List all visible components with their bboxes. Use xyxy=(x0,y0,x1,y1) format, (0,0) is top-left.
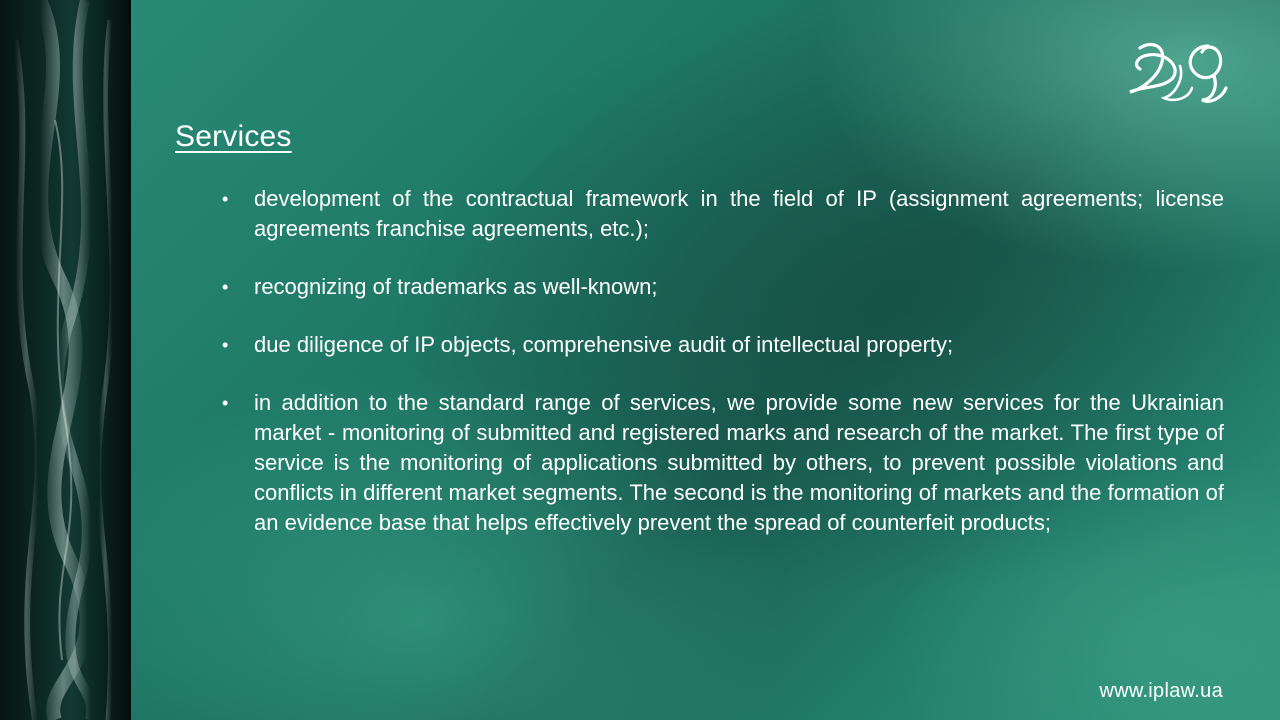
silk-texture-image xyxy=(0,0,131,720)
bullet-icon: • xyxy=(222,277,229,297)
bullet-icon: • xyxy=(222,189,229,209)
list-item xyxy=(222,388,1224,538)
list-item-text: recognizing of trademarks as well-known; xyxy=(254,274,658,299)
list-item-text: development of the contractual framework in the field of IP (assignment agreements; license agreements franchise agreements, etc.); xyxy=(254,186,1224,241)
list-item-text: in addition to the standard range of services, we provide some new services for the Ukrainian market - monitoring of submitted and registered marks and research of the market. The first type of service is the monitoring of applications submitted by others, to prevent possible violations and conflicts in different market segments. The second is the monitoring of markets and the formation of an evidence base that helps effectively prevent the spread of counterfeit products; xyxy=(254,390,1224,535)
list-item xyxy=(222,330,1224,360)
list-item xyxy=(222,184,1224,244)
bullet-icon: • xyxy=(222,393,229,413)
bullet-icon: • xyxy=(222,335,229,355)
services-list xyxy=(222,184,1224,566)
company-logo xyxy=(1122,36,1234,106)
website-url: www.iplaw.ua xyxy=(1099,680,1223,702)
decorative-side-strip xyxy=(0,0,131,720)
slide-title: Services xyxy=(175,120,292,153)
list-item-text: due diligence of IP objects, comprehensive audit of intellectual property; xyxy=(254,332,954,357)
list-item xyxy=(222,272,1224,302)
